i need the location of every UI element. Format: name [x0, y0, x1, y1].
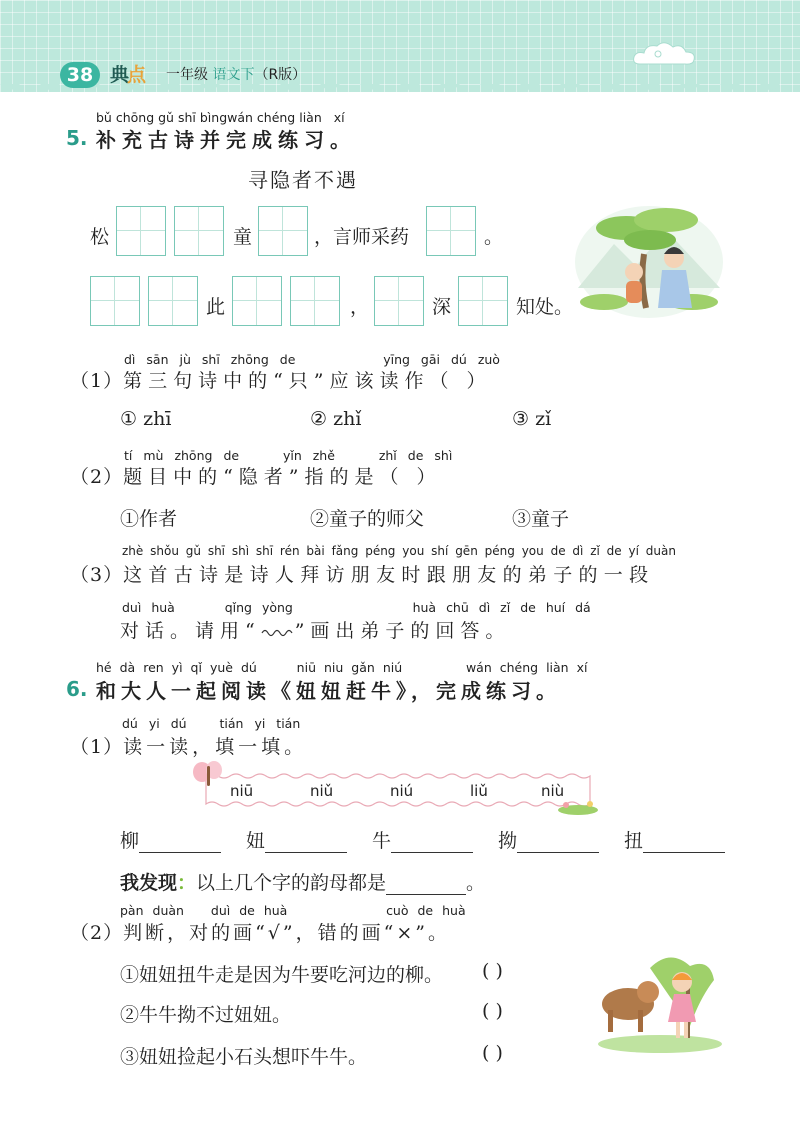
q5-sub2-pinyin	[124, 448, 452, 463]
py: dì	[124, 352, 136, 367]
py: yi	[148, 716, 160, 731]
judge-item-text: ③妞妞捡起小石头想吓牛牛。	[120, 1046, 368, 1068]
fill-blank[interactable]	[643, 830, 725, 853]
py: huà	[151, 600, 175, 615]
fill-item	[120, 826, 221, 853]
py: you	[521, 544, 544, 558]
answer-grid[interactable]	[458, 276, 508, 326]
py: zǐ	[590, 544, 600, 558]
py: bài	[306, 544, 325, 558]
poem-char: 深	[432, 296, 452, 318]
py: liàn	[546, 660, 569, 675]
py: dú	[170, 716, 187, 731]
py: niu	[323, 660, 344, 675]
py: yì	[171, 660, 183, 675]
brand-char-b: 点	[127, 64, 145, 86]
q5-instruction: 补充古诗并完成练习。	[96, 128, 356, 152]
answer-grid[interactable]	[116, 206, 166, 256]
q5-pinyin	[96, 110, 345, 125]
py: chéng	[499, 660, 539, 675]
py: zhè	[122, 544, 144, 558]
sub-label: （2）	[70, 466, 124, 488]
py: de	[417, 903, 434, 918]
py: pàn	[120, 903, 144, 918]
py: péng	[365, 544, 396, 558]
py: cuò	[386, 903, 409, 918]
py: jù	[179, 352, 191, 367]
py: zǐ	[500, 600, 511, 615]
q5-sub1-pinyin	[124, 352, 500, 367]
cloud-icon	[630, 40, 700, 70]
py: bìng	[199, 110, 228, 125]
py: dá	[575, 600, 591, 615]
py: duàn	[645, 544, 676, 558]
py: dà	[119, 660, 136, 675]
py: zhōng	[174, 448, 213, 463]
discovery-label: 我发现	[120, 872, 178, 894]
brand-char-a: 典	[110, 64, 128, 86]
judge-item-answer[interactable]: ( )	[482, 1042, 503, 1064]
py: zhǐ	[378, 448, 397, 463]
py: mù	[143, 448, 164, 463]
option-c[interactable]: ③童子	[512, 508, 570, 530]
sub-text: 题目中的“隐者”指的是（ ）	[123, 466, 442, 488]
py: yīng gāi	[383, 352, 440, 367]
banner-pinyin: niū	[230, 782, 254, 800]
book-title	[166, 64, 306, 84]
answer-grid[interactable]	[258, 206, 308, 256]
q6-instruction: 和大人一起阅读《妞妞赶牛》，完成练习。	[96, 679, 561, 703]
py: tián	[276, 716, 301, 731]
py: xí	[576, 660, 588, 675]
q6-pinyin	[96, 660, 587, 675]
py: dú	[240, 660, 257, 675]
q5-sub3-question-line2	[120, 616, 510, 643]
poem-text: 知处。	[516, 296, 574, 318]
answer-grid[interactable]	[426, 206, 476, 256]
wavy-line-icon	[261, 625, 295, 637]
q6-sub1-pinyin	[122, 716, 300, 731]
banner-pinyin: niù	[541, 782, 565, 800]
py: zuò	[477, 352, 500, 367]
answer-grid[interactable]	[90, 276, 140, 326]
sub-text: 第三句诗中的“只”应该读作（ ）	[123, 370, 492, 392]
py: duì	[122, 600, 142, 615]
py: dì	[478, 600, 491, 615]
py: yuè	[209, 660, 233, 675]
discovery-blank[interactable]	[386, 872, 466, 895]
girl-and-cow-illustration	[590, 948, 724, 1054]
edition-label: （R版）	[254, 67, 307, 83]
sub-text: 判断，对的画“√”，错的画“×”。	[123, 922, 450, 944]
answer-grid[interactable]	[374, 276, 424, 326]
poem-char: ，	[350, 296, 370, 318]
fill-blank[interactable]	[265, 830, 347, 853]
sub-text: ”画出弟子的回答。	[294, 620, 511, 642]
fill-char: 拗	[498, 830, 518, 852]
py: duì	[210, 903, 231, 918]
py: dì	[572, 544, 584, 558]
py: ren	[143, 660, 164, 675]
py: bǔ chōng	[96, 110, 155, 125]
py: dú	[122, 716, 138, 731]
py: shī	[201, 352, 220, 367]
py: shí	[431, 544, 449, 558]
butterfly-icon	[192, 760, 226, 790]
sub-label: （1）	[70, 736, 124, 758]
py: niū	[296, 660, 316, 675]
grade-label: 一年级	[166, 67, 208, 83]
poem-text: ，言师采药	[314, 226, 410, 248]
py: gǎn	[351, 660, 375, 675]
py: gǔ	[185, 544, 201, 558]
poem-char: 此	[206, 296, 226, 318]
option-a[interactable]: ① zhī	[120, 408, 172, 430]
py: qǐ	[190, 660, 202, 675]
sub-text: 这首古诗是诗人拜访朋友时跟朋友的弟子的一段	[123, 564, 655, 586]
py: tián	[219, 716, 244, 731]
discovery-line	[120, 868, 485, 895]
fill-char: 柳	[120, 830, 140, 852]
py: huà	[263, 903, 288, 918]
py: niú	[382, 660, 403, 675]
py: zhōng	[230, 352, 269, 367]
py: shì	[231, 544, 250, 558]
py: de	[550, 544, 566, 558]
answer-grid[interactable]	[148, 276, 198, 326]
fill-blank[interactable]	[517, 830, 599, 853]
poem-char: 童	[233, 226, 253, 248]
py: péng	[484, 544, 515, 558]
sub-text: 对话。请用“	[120, 620, 261, 642]
py: chū	[446, 600, 469, 615]
py: de	[606, 544, 622, 558]
q6-sub2-pinyin	[120, 903, 466, 918]
sub-text: 读一读，填一填。	[123, 736, 308, 758]
py: de	[520, 600, 536, 615]
py: gēn	[455, 544, 478, 558]
py: xí	[333, 110, 345, 125]
py: liàn	[299, 110, 322, 125]
banner-pinyin: niǔ	[310, 782, 334, 800]
q6-sub2-question	[70, 918, 450, 945]
banner-pinyin: liǔ	[470, 782, 488, 800]
option-b[interactable]: ② zhǐ	[310, 408, 362, 430]
py: qǐng	[224, 600, 252, 615]
fill-item	[246, 826, 347, 853]
fill-char: 扭	[624, 830, 644, 852]
fill-item	[498, 826, 599, 853]
q6-number: 6.	[66, 677, 88, 701]
answer-grid[interactable]	[290, 276, 340, 326]
q5-sub3-pinyin2	[122, 600, 591, 615]
py: de	[239, 903, 255, 918]
brand-logo	[110, 60, 144, 87]
fill-blank[interactable]	[391, 830, 473, 853]
py: sān	[146, 352, 169, 367]
fill-item	[624, 826, 725, 853]
fill-char: 妞	[246, 830, 266, 852]
q5-sub3-pinyin1	[122, 544, 676, 558]
py: shǒu	[150, 544, 179, 558]
subject-label: 语文下	[212, 67, 255, 83]
answer-grid[interactable]	[232, 276, 282, 326]
py: fǎng	[331, 544, 359, 558]
discovery-colon: ：	[177, 872, 197, 894]
sub-label: （3）	[70, 564, 124, 586]
py: dú	[450, 352, 467, 367]
option-a[interactable]: ①作者	[120, 508, 178, 530]
py: wán chéng	[227, 110, 296, 125]
sub-label: （1）	[70, 370, 124, 392]
py: de	[279, 352, 296, 367]
py: de	[223, 448, 240, 463]
py: huí	[545, 600, 566, 615]
q6-sub1-question	[70, 732, 307, 759]
q5-sub2-question	[70, 462, 442, 489]
poem-title: 寻隐者不遇	[248, 168, 358, 192]
discovery-end: 。	[466, 872, 486, 894]
q5-sub3-question-line1	[70, 560, 654, 587]
q5-number: 5.	[66, 126, 88, 150]
judge-item-answer[interactable]: ( )	[482, 1000, 503, 1022]
py: yǐn zhě	[282, 448, 335, 463]
q5-sub1-question	[70, 366, 492, 393]
fill-item	[372, 826, 473, 853]
answer-grid[interactable]	[174, 206, 224, 256]
judge-item-text: ①妞妞扭牛走是因为牛要吃河边的柳。	[120, 964, 444, 986]
py: yòng	[261, 600, 293, 615]
py: shī	[255, 544, 274, 558]
fill-blank[interactable]	[139, 830, 221, 853]
poem-char: 松	[90, 226, 110, 248]
py: yí	[628, 544, 639, 558]
option-c[interactable]: ③ zǐ	[512, 408, 552, 430]
py: huà	[412, 600, 437, 615]
sub-label: （2）	[70, 922, 124, 944]
py: shì	[434, 448, 453, 463]
py: wán	[465, 660, 492, 675]
py: duàn	[152, 903, 184, 918]
py: gǔ shī	[158, 110, 196, 125]
py: tí	[124, 448, 133, 463]
judge-item-text: ②牛牛拗不过妞妞。	[120, 1004, 292, 1026]
banner-pinyin: niú	[390, 782, 414, 800]
page-number: 38	[60, 62, 100, 88]
py: rén	[279, 544, 300, 558]
py: shī	[207, 544, 226, 558]
py: yi	[254, 716, 266, 731]
judge-item-answer[interactable]: ( )	[482, 960, 503, 982]
option-b[interactable]: ②童子的师父	[310, 508, 425, 530]
py: hé	[96, 660, 112, 675]
py: huà	[442, 903, 466, 918]
fill-char: 牛	[372, 830, 392, 852]
py: de	[407, 448, 424, 463]
discovery-text: 以上几个字的韵母都是	[196, 872, 387, 894]
poem-illustration	[574, 196, 724, 320]
py: you	[402, 544, 425, 558]
poem-char: 。	[484, 226, 504, 248]
